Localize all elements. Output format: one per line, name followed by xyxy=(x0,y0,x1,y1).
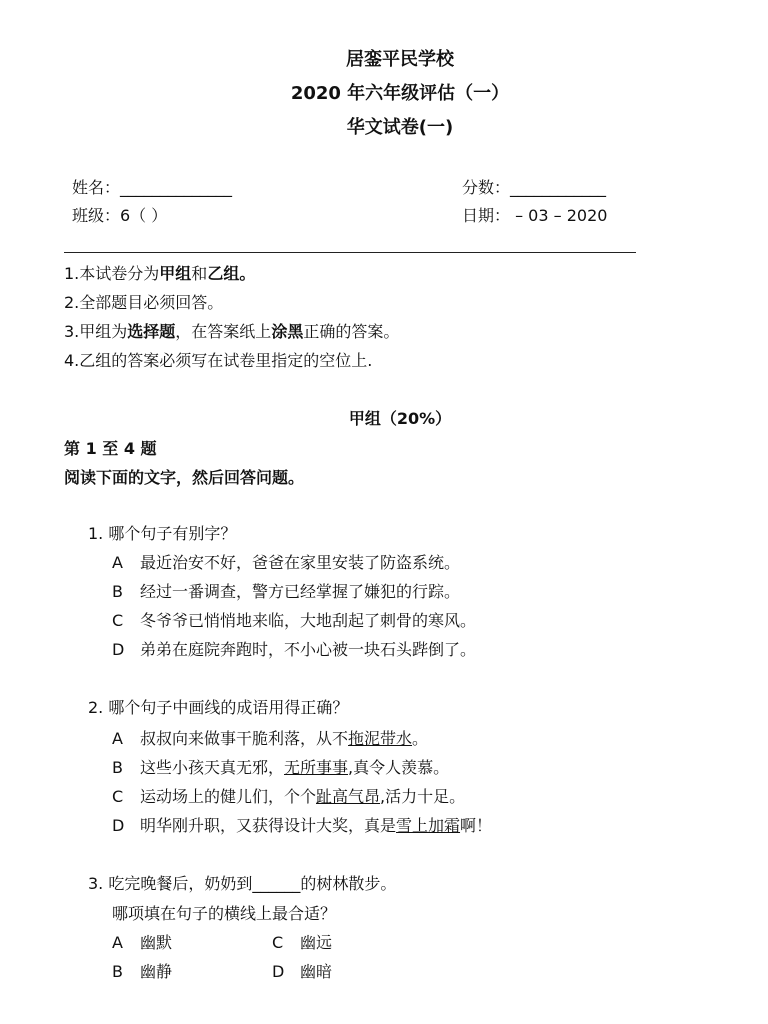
option-text-end: 。 xyxy=(412,729,429,748)
option-text: 运动场上的健儿们，个个 xyxy=(140,787,317,806)
option-text-end: ,活力十足。 xyxy=(380,787,466,806)
option-text: 幽静 xyxy=(140,962,173,981)
question-3-stem: 3. 吃完晚餐后，奶奶到______的树林散步。 xyxy=(88,874,397,893)
question-2-option-a xyxy=(112,727,428,751)
question-1-option-d xyxy=(112,638,476,662)
option-letter: D xyxy=(112,816,125,835)
question-1-stem: 1. 哪个句子有别字？ xyxy=(88,524,237,543)
question-3-option-b xyxy=(112,960,172,984)
option-letter: D xyxy=(112,640,125,659)
option-letter: D xyxy=(272,962,285,981)
school-name: 居銮平民学校 xyxy=(346,49,454,70)
divider-line xyxy=(64,252,636,253)
option-letter: C xyxy=(272,933,284,952)
instruction-1-text: 1.本试卷分为 xyxy=(64,264,160,283)
instruction-3-text-mid: ，在答案纸上 xyxy=(175,322,272,341)
instruction-3-text-end: 正确的答案。 xyxy=(303,322,400,341)
option-text: 经过一番调查，警方已经掌握了嫌犯的行踪。 xyxy=(140,582,461,601)
underlined-idiom: 拖泥带水 xyxy=(348,729,413,748)
instruction-2: 2.全部题目必须回答。 xyxy=(64,293,224,312)
question-2-option-b xyxy=(112,756,449,780)
underlined-idiom: 趾高气昂 xyxy=(316,787,381,806)
paper-title: 华文试卷(一) xyxy=(346,117,454,138)
instruction-4: 4.乙组的答案必须写在试卷里指定的空位上. xyxy=(64,351,373,370)
instruction-1-bold-b: 乙组。 xyxy=(207,264,256,283)
option-text: 这些小孩天真无邪， xyxy=(140,758,285,777)
question-1-option-a xyxy=(112,551,460,575)
instruction-3 xyxy=(64,320,399,344)
option-letter: B xyxy=(112,962,123,981)
option-letter: A xyxy=(112,933,123,952)
question-3-option-a xyxy=(112,931,172,955)
class-field: 班级：6（ ） xyxy=(72,206,168,225)
section-title: 甲组（20%） xyxy=(348,409,452,428)
instruction-3-bold-a: 选择题 xyxy=(127,322,176,341)
option-text-end: 啊！ xyxy=(460,816,493,835)
option-letter: C xyxy=(112,787,124,806)
option-letter: B xyxy=(112,758,123,777)
option-letter: C xyxy=(112,611,124,630)
question-3-option-c xyxy=(272,931,332,955)
instruction-3-text: 3.甲组为 xyxy=(64,322,128,341)
instruction-1-text-mid: 和 xyxy=(191,264,208,283)
option-text: 明华刚升职，又获得设计大奖，真是 xyxy=(140,816,397,835)
question-3-option-d xyxy=(272,960,332,984)
instruction-3-bold-b: 涂黑 xyxy=(271,322,304,341)
instruction-1-bold-a: 甲组 xyxy=(159,264,192,283)
section-direction: 阅读下面的文字，然后回答问题。 xyxy=(64,468,305,487)
question-1-option-c xyxy=(112,609,476,633)
score-field: 分数：____________ xyxy=(462,178,607,197)
underlined-idiom: 无所事事 xyxy=(284,758,349,777)
question-range: 第 1 至 4 题 xyxy=(64,439,157,458)
option-letter: A xyxy=(112,729,123,748)
exam-title: 2020 年六年级评估（一） xyxy=(290,83,510,104)
underlined-idiom: 雪上加霜 xyxy=(396,816,461,835)
option-letter: A xyxy=(112,553,123,572)
date-field: 日期： – 03 – 2020 xyxy=(462,206,608,225)
question-2-option-c xyxy=(112,785,465,809)
instruction-1 xyxy=(64,262,255,286)
question-2-stem: 2. 哪个句子中画线的成语用得正确？ xyxy=(88,698,349,717)
option-text-end: ,真令人羡慕。 xyxy=(348,758,450,777)
question-2-option-d xyxy=(112,814,492,838)
option-text: 幽远 xyxy=(300,933,333,952)
option-text: 幽暗 xyxy=(300,962,333,981)
option-text: 冬爷爷已悄悄地来临，大地刮起了刺骨的寒风。 xyxy=(140,611,477,630)
option-text: 弟弟在庭院奔跑时，不小心被一块石头跸倒了。 xyxy=(140,640,477,659)
option-letter: B xyxy=(112,582,123,601)
option-text: 叔叔向来做事干脆利落，从不 xyxy=(140,729,349,748)
option-text: 最近治安不好，爸爸在家里安装了防盗系统。 xyxy=(140,553,461,572)
option-text: 幽默 xyxy=(140,933,173,952)
question-1-option-b xyxy=(112,580,460,604)
name-field: 姓名：______________ xyxy=(72,178,233,197)
question-3-sub: 哪项填在句子的横线上最合适？ xyxy=(112,904,337,923)
